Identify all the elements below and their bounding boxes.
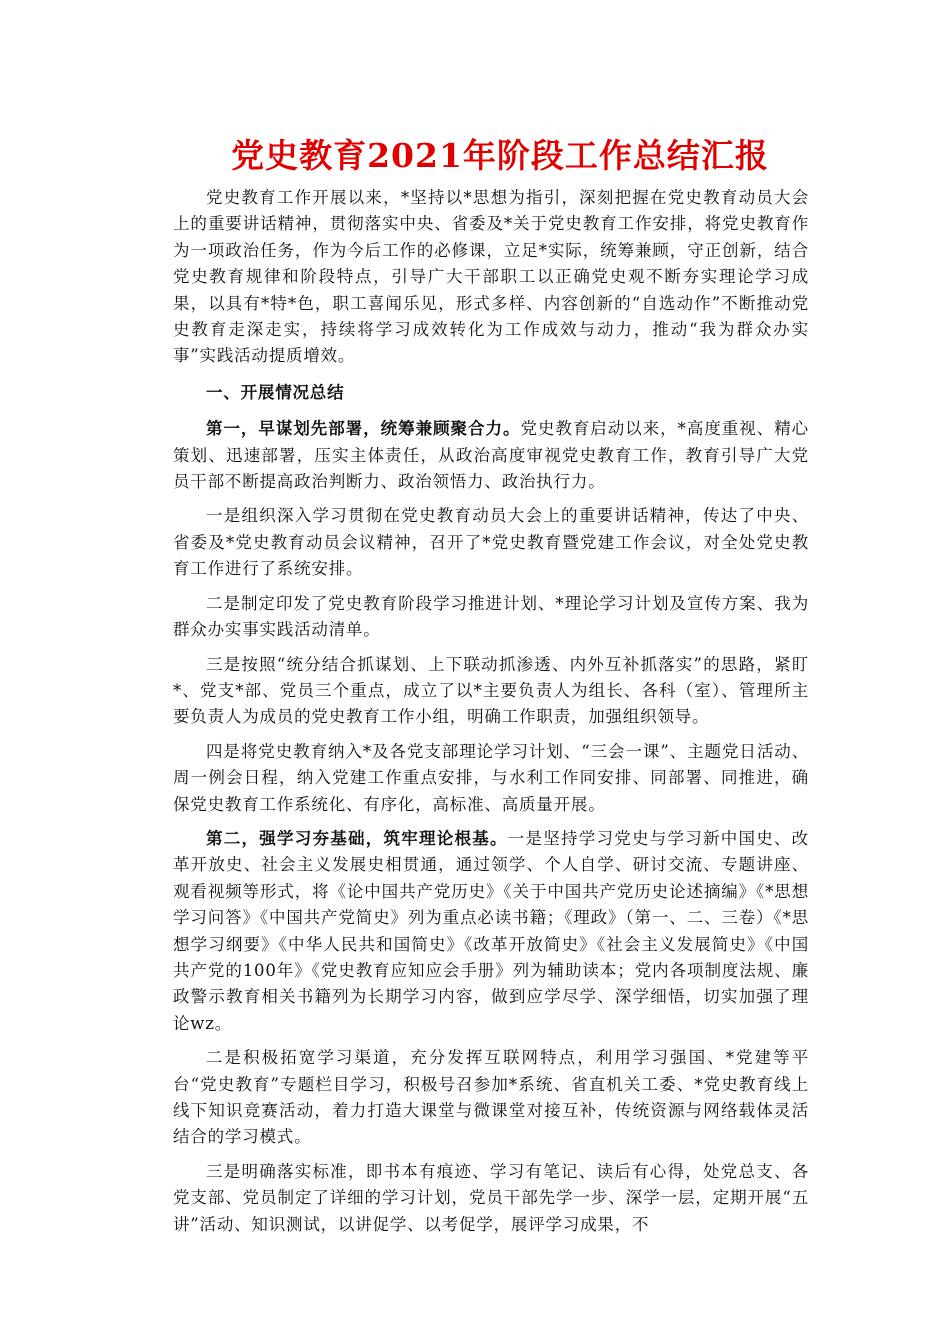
paragraph-item-3: 三是按照“统分结合抓谋划、上下联动抓渗透、内外互补抓落实”的思路，紧盯*、党支*部、党员三个重点，成立了以*主要负责人为组长、各科（室）、管理所主要负责人为成员的党史教育工作小组，明确工作职责，加强组织领导。 xyxy=(173,654,809,727)
paragraph-second-point xyxy=(173,826,809,1037)
intro-paragraph: 党史教育工作开展以来，*坚持以*思想为指引，深刻把握在党史教育动员大会上的重要讲话精神，贯彻落实中央、省委及*关于党史教育工作安排，将党史教育作为一项政治任务，作为今后工作的必修课，立足*实际，统筹兼顾，守正创新，结合党史教育规律和阶段特点，引导广大干部职工以正确党史观不断夯实理论学习成果，以具有*特*色，职工喜闻乐见，形式多样、内容创新的“自选动作”不断推动党史教育走深走实，持续将学习成效转化为工作成效与动力，推动“我为群众办实事”实践活动提质增效。 xyxy=(173,188,809,366)
paragraph-lead: 第二，强学习夯基础，筑牢理论根基。 xyxy=(206,828,508,848)
paragraph-item-2: 二是制定印发了党史教育阶段学习推进计划、*理论学习计划及宣传方案、我为群众办实事实践活动清单。 xyxy=(173,593,809,640)
document-body xyxy=(173,185,809,1246)
paragraph-item-5: 二是积极拓宽学习渠道，充分发挥互联网特点，利用学习强国、*党建等平台“党史教育”专题栏目学习，积极号召参加*系统、省直机关工委、*党史教育线上线下知识竞赛活动，着力打造大课堂与微课堂对接互补，传统资源与网络载体灵活结合的学习模式。 xyxy=(173,1048,809,1147)
paragraph-item-1: 一是组织深入学习贯彻在党史教育动员大会上的重要讲话精神，传达了中央、省委及*党史教育动员会议精神，召开了*党史教育暨党建工作会议，对全处党史教育工作进行了系统安排。 xyxy=(173,506,809,579)
paragraph-item-6: 三是明确落实标准，即书本有痕迹、学习有笔记、读后有心得，处党总支、各党支部、党员制定了详细的学习计划，党员干部先学一步、深学一层，定期开展“五讲”活动、知识测试，以讲促学、以考促学，展评学习成果，不 xyxy=(173,1161,809,1234)
paragraph-lead: 第一，早谋划先部署，统筹兼顾聚合力。 xyxy=(206,419,521,439)
paragraph-text: 一是坚持学习党史与学习新中国史、改革开放史、社会主义发展史相贯通，通过领学、个人自学、研讨交流、专题讲座、观看视频等形式，将《论中国共产党历史》《关于中国共产党历史论述摘编》《*思想学习问答》《中国共产党简史》列为重点必读书籍；《理政》（第一、二、三卷）《*思想学习纲要》《中华人民共和国简史》《改革开放简史》《社会主义发展简史》《中国共产党的100年》《党史教育应知应会手册》列为辅助读本；党内各项制度法规、廉政警示教育相关书籍列为长期学习内容，做到应学尽学、深学细悟，切实加强了理论wz。 xyxy=(173,828,809,1033)
paragraph-item-4: 四是将党史教育纳入*及各党支部理论学习计划、“三会一课”、主题党日活动、周一例会日程，纳入党建工作重点安排，与水利工作同安排、同部署、同推进，确保党史教育工作系统化、有序化，高标准、高质量开展。 xyxy=(173,741,809,814)
document-title: 党史教育2021年阶段工作总结汇报 xyxy=(231,136,769,175)
paragraph-text: 党史教育启动以来，*高度重视、精心策划、迅速部署，压实主体责任，从政治高度审视党史教育工作，教育引导广大党员干部不断提高政治判断力、政治领悟力、政治执行力。 xyxy=(173,419,809,492)
paragraph-first-point xyxy=(173,416,809,495)
section-heading: 一、开展情况总结 xyxy=(206,382,345,402)
